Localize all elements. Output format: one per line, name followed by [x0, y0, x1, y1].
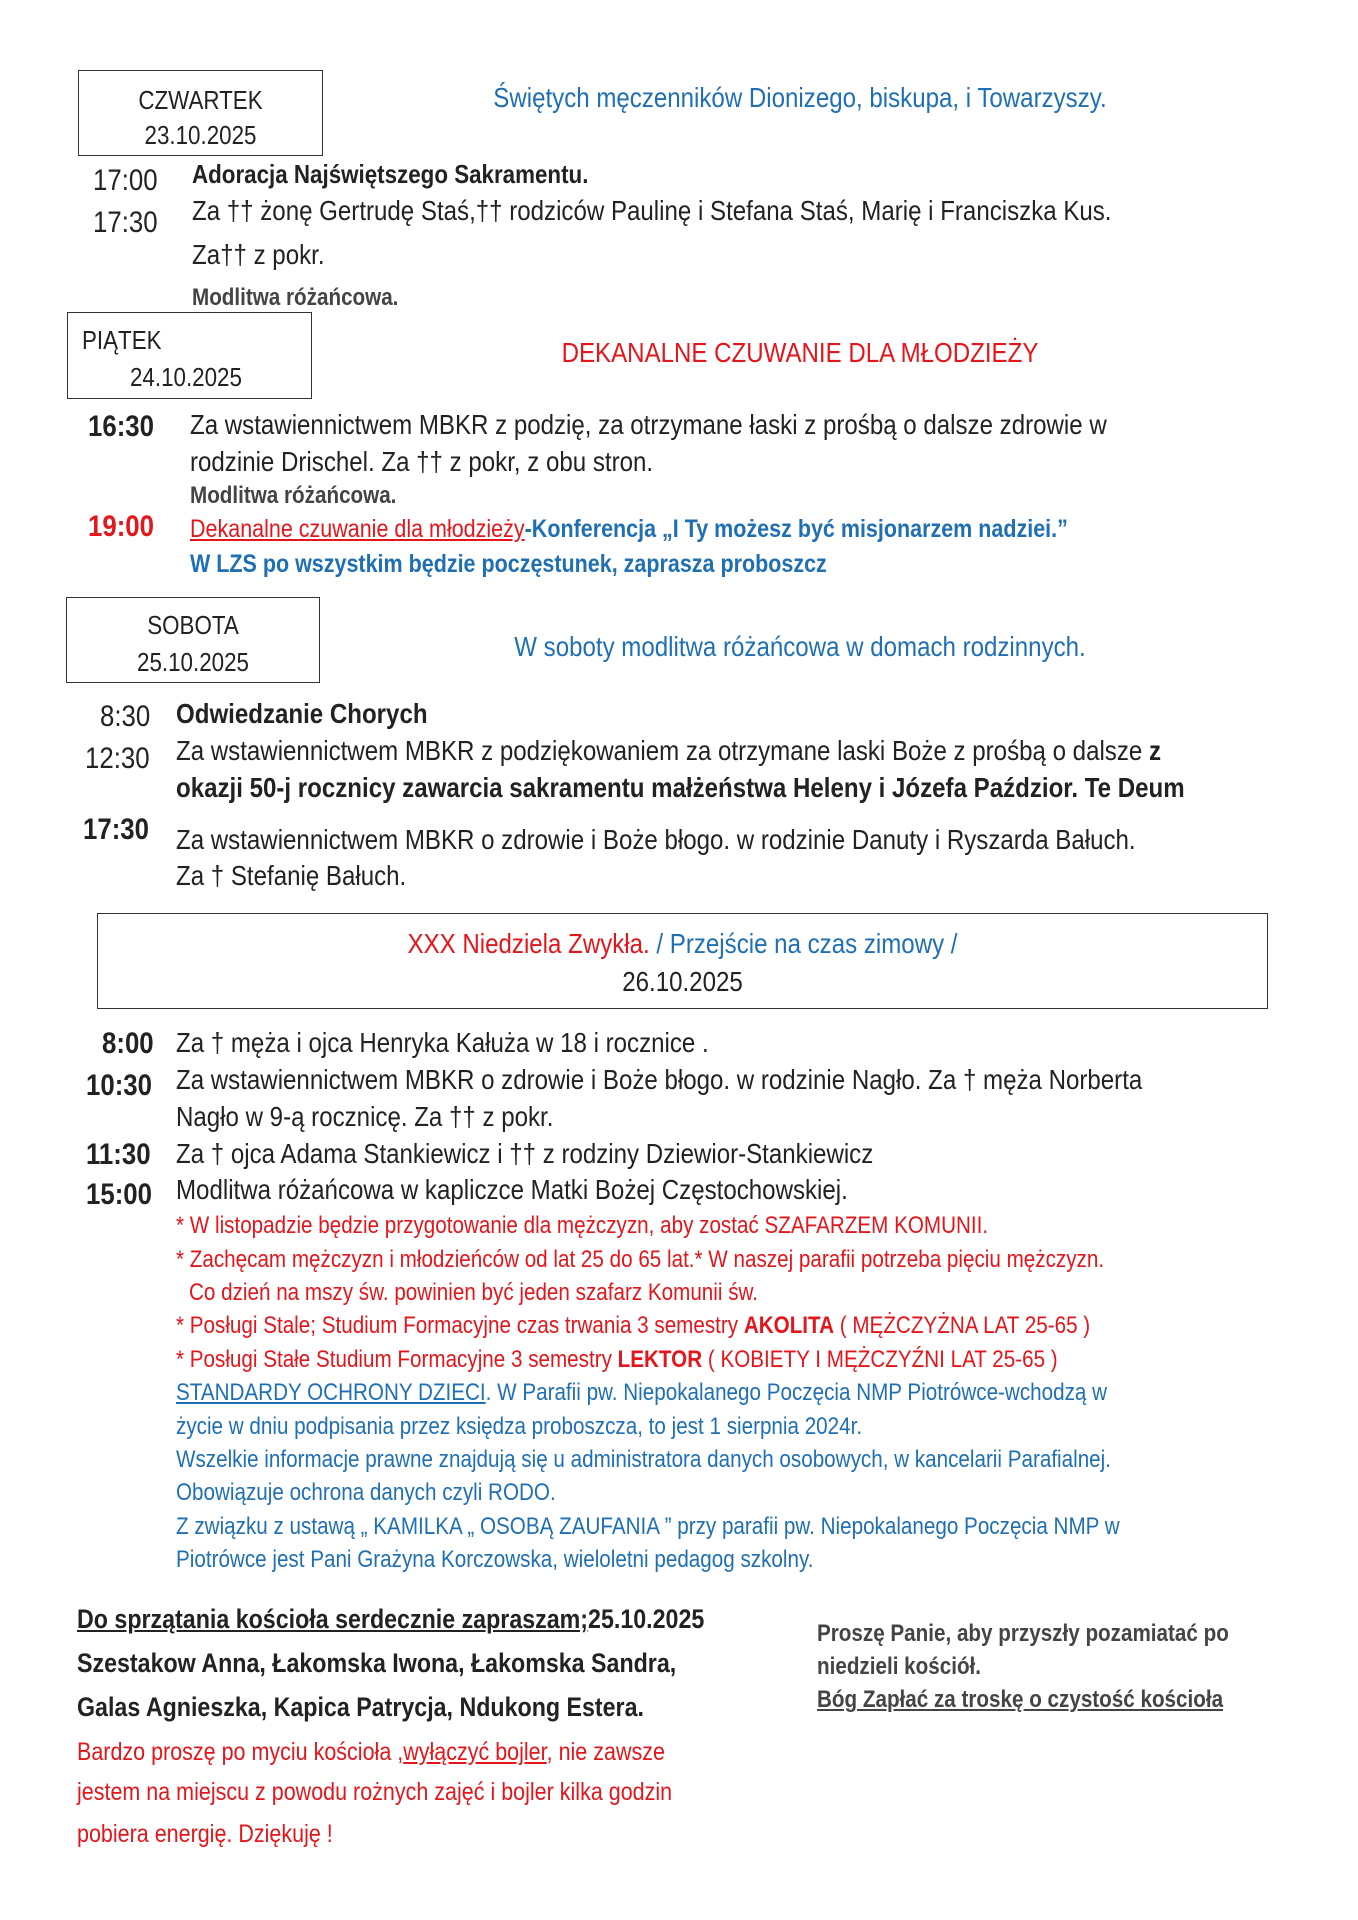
notice-line: * Posługi Stałe Studium Formacyjne 3 semestry LEKTOR ( KOBIETY I MĘŻCZYŹNI LAT 25-65 ) [176, 1346, 1058, 1373]
day-box-saturday [66, 597, 320, 683]
boiler-request: pobiera energię. Dziękuję ! [77, 1820, 333, 1848]
notice-line: życie w dniu podpisania przez księdza proboszcza, to jest 1 sierpnia 2024r. [176, 1413, 863, 1440]
event-note: W LZS po wszystkim będzie poczęstunek, zaprasza proboszcz [190, 550, 827, 578]
mass-time: 17:00 [93, 164, 158, 197]
notice-line: Wszelkie informacje prawne znajdują się u administratora danych osobowych, w kancelarii Parafialnej. [176, 1446, 1111, 1473]
cleaning-heading: Do sprzątania kościoła serdecznie zapraszam;25.10.2025 [77, 1604, 705, 1634]
notice-line: Obowiązuje ochrona danych czyli RODO. [176, 1479, 556, 1506]
notice-line: * Posługi Stale; Studium Formacyjne czas trwania 3 semestry AKOLITA ( MĘŻCZYŻNA LAT 25-65 ) [176, 1312, 1091, 1339]
intention-line: Za wstawiennictwem MBKR z podziękowaniem za otrzymane laski Boże z prośbą o dalsze z [176, 735, 1162, 766]
intention-line: Za wstawiennictwem MBKR z podzię, za otrzymane łaski z prośbą o dalsze zdrowie w [190, 409, 1107, 440]
mass-time: 8:00 [102, 1027, 154, 1060]
day-date: 24.10.2025 [130, 362, 242, 392]
intention-line: Za†† z pokr. [192, 239, 325, 270]
sunday-title: XXX Niedziela Zwykła. / Przejście na czas zimowy / [407, 928, 958, 959]
standards-link[interactable]: STANDARDY OCHRONY DZIECI [176, 1379, 486, 1406]
cleaning-names: Szestakow Anna, Łakomska Iwona, Łakomska Sandra, [77, 1648, 677, 1678]
intention-line: Za †† żonę Gertrudę Staś,†† rodziców Paulinę i Stefana Staś, Marię i Franciszka Kus. [192, 195, 1112, 226]
day-date: 25.10.2025 [137, 647, 249, 677]
mass-time: 11:30 [86, 1138, 151, 1171]
boiler-request: Bardzo proszę po myciu kościoła ,wyłączyć bojler, nie zawsze [77, 1738, 665, 1766]
feast-title: Świętych męczenników Dionizego, biskupa, i Towarzyszy. [493, 82, 1107, 113]
event-line: Adoracja Najświętszego Sakramentu. [192, 159, 589, 189]
intention-line: Za wstawiennictwem MBKR o zdrowie i Boże błogo. w rodzinie Nagło. Za † męża Norberta [176, 1064, 1143, 1095]
mass-time: 10:30 [86, 1069, 152, 1102]
notice-line: Co dzień na mszy św. powinien być jeden szafarz Komunii św. [189, 1279, 759, 1306]
evening-event: Dekanalne czuwanie dla młodzieży-Konferencja „I Ty możesz być misjonarzem nadziei.” [190, 515, 1068, 543]
mass-time: 17:30 [83, 813, 149, 846]
notice-line: * Zachęcam mężczyzn i młodzieńców od lat 25 do 65 lat.* W naszej parafii potrzeba pięciu mężczyzn. [176, 1246, 1105, 1273]
day-name: CZWARTEK [138, 85, 263, 115]
boiler-request: jestem na miejscu z powodu rożnych zajęć i bojler kilka godzin [77, 1778, 673, 1806]
event-line: Odwiedzanie Chorych [176, 698, 428, 729]
sunday-date: 26.10.2025 [622, 966, 743, 997]
mass-time: 8:30 [100, 700, 151, 733]
rosary-line: Modlitwa różańcowa. [190, 482, 397, 509]
mass-time: 19:00 [88, 510, 154, 543]
day-box-friday [67, 312, 312, 399]
intention-line: Za † Stefanię Bałuch. [176, 860, 407, 891]
notice-line: STANDARDY OCHRONY DZIECI. W Parafii pw. Niepokalanego Poczęcia NMP Piotrówce-wchodzą w [176, 1379, 1108, 1406]
sweeping-request: niedzieli kościół. [817, 1653, 982, 1680]
day-name: PIĄTEK [82, 325, 162, 355]
notice-line: Piotrówce jest Pani Grażyna Korczowska, wieloletni pedagog szkolny. [176, 1546, 814, 1573]
thanks-line: Bóg Zapłać za troskę o czystość kościoła [817, 1686, 1224, 1713]
feast-title: W soboty modlitwa różańcowa w domach rodzinnych. [514, 631, 1086, 662]
notice-line: * W listopadzie będzie przygotowanie dla mężczyzn, aby zostać SZAFARZEM KOMUNII. [176, 1212, 989, 1239]
event-banner: DEKANALNE CZUWANIE DLA MŁODZIEŻY [561, 337, 1039, 368]
intention-line: Nagło w 9-ą rocznicę. Za †† z pokr. [176, 1101, 554, 1132]
intention-line: okazji 50-j rocznicy zawarcia sakramentu małżeństwa Heleny i Józefa Paździor. Te Deum [176, 772, 1185, 803]
mass-time: 16:30 [88, 410, 154, 443]
day-name: SOBOTA [147, 610, 239, 640]
cleaning-names: Galas Agnieszka, Kapica Patrycja, Ndukong Estera. [77, 1692, 644, 1722]
intention-line: Za † męża i ojca Henryka Kałuża w 18 i rocznice . [176, 1027, 709, 1058]
day-date: 23.10.2025 [144, 120, 257, 150]
notice-line: Z związku z ustawą „ KAMILKA „ OSOBĄ ZAUFANIA ” przy parafii pw. Niepokalanego Poczęcia NMP w [176, 1513, 1120, 1540]
intention-line: Za wstawiennictwem MBKR o zdrowie i Boże błogo. w rodzinie Danuty i Ryszarda Bałuch. [176, 824, 1136, 855]
intention-line: Za † ojca Adama Stankiewicz i †† z rodziny Dziewior-Stankiewicz [176, 1138, 874, 1169]
rosary-line: Modlitwa różańcowa. [192, 284, 399, 311]
day-box-thursday [78, 70, 323, 156]
mass-time: 12:30 [85, 742, 150, 775]
sunday-header-box [97, 913, 1268, 1009]
event-link[interactable]: Dekanalne czuwanie dla młodzieży [190, 515, 525, 543]
intention-line: Modlitwa różańcowa w kapliczce Matki Bożej Częstochowskiej. [176, 1174, 848, 1205]
sweeping-request: Proszę Panie, aby przyszły pozamiatać po [817, 1620, 1229, 1647]
intention-line: rodzinie Drischel. Za †† z pokr, z obu stron. [190, 446, 654, 477]
mass-time: 15:00 [86, 1178, 152, 1211]
mass-time: 17:30 [93, 206, 158, 239]
